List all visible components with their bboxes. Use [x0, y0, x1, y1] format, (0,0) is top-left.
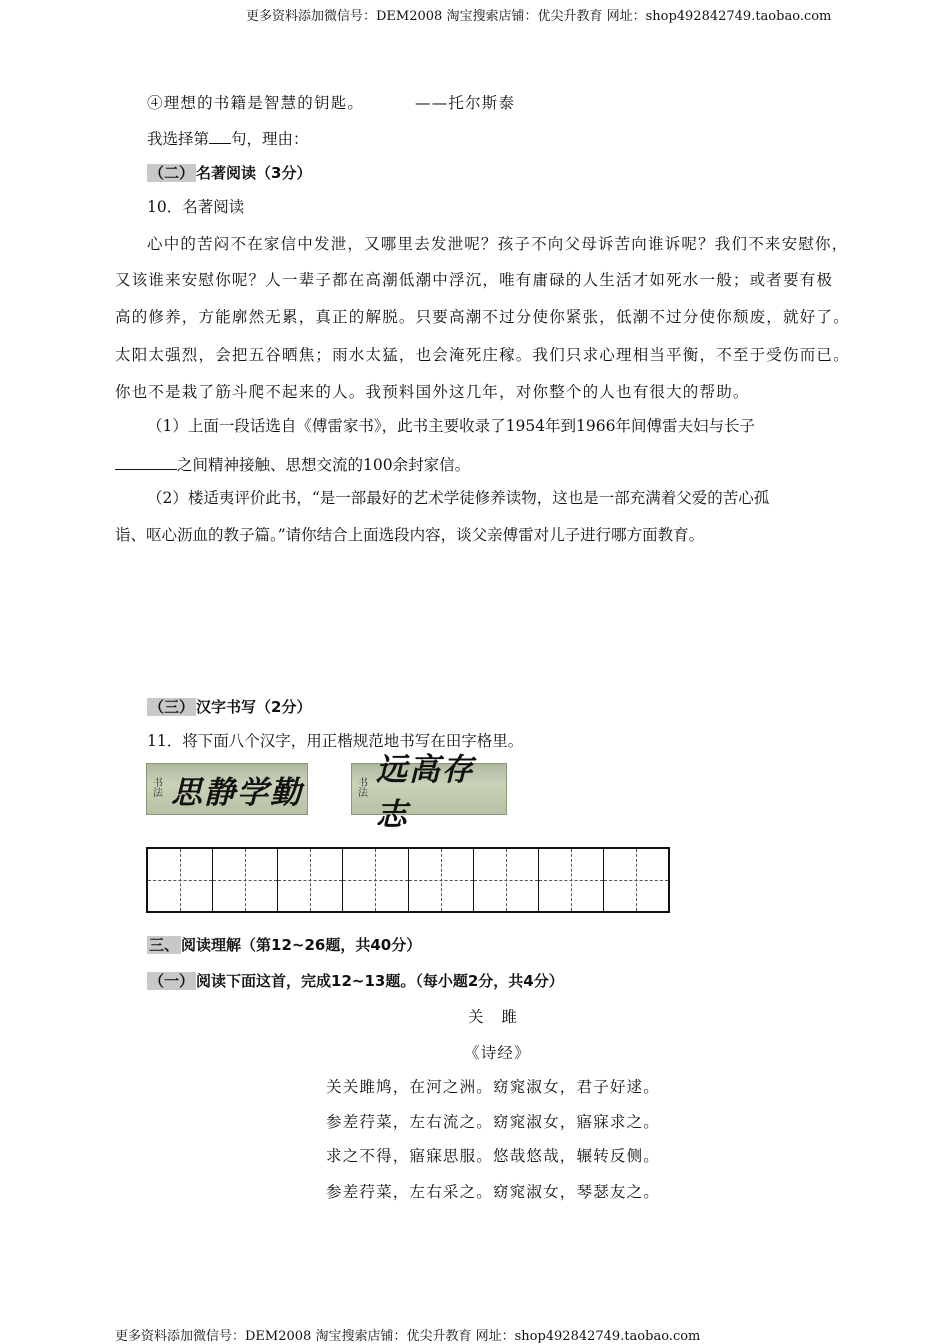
poem-title: 关 雎 — [468, 1008, 519, 1026]
q10-sub1-line1: （1）上面一段话选自《傅雷家书》，此书主要收录了1954年到1966年间傅雷夫妇与长子 — [147, 417, 756, 435]
section3-title: 汉字书写（2分） — [196, 698, 312, 716]
q10-sub2-line1: （2）楼适夷评价此书，“是一部最好的艺术学徒修养读物，这也是一部充满着父爱的苦心孤 — [147, 489, 770, 507]
page-footer: 更多资料添加微信号：DEM2008 淘宝搜索店铺：优尖升教育 网址：shop492842749.taobao.com — [115, 1329, 701, 1344]
section3-heading — [147, 696, 311, 717]
choose-before: 我选择第 — [147, 130, 210, 148]
quote-author: ——托尔斯泰 — [415, 94, 516, 112]
q10-sub1-text: 之间精神接触、思想交流的100余封家信。 — [177, 456, 471, 474]
tianzige-cell[interactable] — [213, 849, 278, 911]
q10-title: 10．名著阅读 — [147, 198, 245, 216]
q10-passage-line: 太阳太强烈，会把五谷晒焦；雨水太猛，也会淹死庄稼。我们只求心理相当平衡，不至于受伤而已。 — [115, 346, 850, 364]
section2-title: 名著阅读（3分） — [196, 164, 312, 182]
tianzige-cell[interactable] — [539, 849, 604, 911]
part3-heading — [147, 934, 421, 955]
calligraphy-image-2 — [351, 752, 507, 833]
choose-line — [147, 127, 309, 149]
page-header: 更多资料添加微信号：DEM2008 淘宝搜索店铺：优尖升教育 网址：shop492842749.taobao.com — [246, 9, 832, 24]
q10-sub2-line2: 诣、呕心沥血的教子篇。”请你结合上面选段内容，谈父亲傅雷对儿子进行哪方面教育。 — [115, 526, 705, 544]
quote-text: ④理想的书籍是智慧的钥匙。 — [147, 94, 365, 112]
tianzige-cell[interactable] — [474, 849, 539, 911]
choose-after: 句，理由： — [231, 130, 309, 148]
q10-passage-line: 高的修养，方能廓然无累，真正的解脱。只要高潮不过分使你紧张，低潮不过分使你颓废，就好了。 — [115, 308, 850, 326]
poem-line: 求之不得，寤寐思服。悠哉悠哉，辗转反侧。 — [326, 1147, 661, 1165]
sub-section1-tag: （一） — [149, 972, 195, 990]
q10-passage-line: 又该谁来安慰你呢？人一辈子都在高潮低潮中浮沉，唯有庸碌的人生活才如死水一般；或者要有极 — [115, 271, 834, 289]
section3-tag: （三） — [149, 698, 195, 716]
section2-tag: （二） — [149, 164, 195, 182]
poem-line: 关关雎鸠，在河之洲。窈窕淑女，君子好逑。 — [326, 1078, 661, 1096]
q11-title: 11．将下面八个汉字，用正楷规范地书写在田字格里。 — [147, 732, 524, 750]
q10-sub1-blank[interactable] — [115, 453, 177, 470]
part3-title: 阅读理解（第12~26题，共40分） — [181, 936, 422, 954]
poem-line: 参差荇菜，左右采之。窈窕淑女，琴瑟友之。 — [326, 1183, 661, 1201]
sub-section1-title: 阅读下面这首，完成12~13题。（每小题2分，共4分） — [196, 972, 564, 990]
sub-section1-heading — [147, 970, 564, 991]
calligraphy-caption: 书法 — [153, 778, 163, 799]
q10-sub1-line2 — [115, 453, 470, 475]
tianzige-cell[interactable] — [604, 849, 668, 911]
calligraphy-text: 远高存志 — [375, 752, 475, 833]
calligraphy-image-1 — [146, 763, 308, 815]
choose-blank[interactable] — [209, 127, 231, 144]
poem-line: 参差荇菜，左右流之。窈窕淑女，寤寐求之。 — [326, 1113, 661, 1131]
tianzige-cell[interactable] — [343, 849, 408, 911]
q10-passage-line: 心中的苦闷不在家信中发泄，又哪里去发泄呢？孩子不向父母诉苦向谁诉呢？我们不来安慰你， — [147, 235, 849, 253]
part3-tag: 三、 — [149, 936, 180, 954]
section2-heading — [147, 162, 311, 183]
calligraphy-text: 思静学勤 — [171, 774, 303, 811]
tianzige-cell[interactable] — [148, 849, 213, 911]
tianzige-cell[interactable] — [409, 849, 474, 911]
tianzige-cell[interactable] — [278, 849, 343, 911]
calligraphy-caption: 书法 — [358, 778, 368, 799]
poem-source: 《诗经》 — [464, 1044, 531, 1062]
q10-passage-line: 你也不是栽了筋斗爬不起来的人。我预料国外这几年，对你整个的人也有很大的帮助。 — [115, 383, 750, 401]
tianzige-grid — [146, 847, 670, 913]
